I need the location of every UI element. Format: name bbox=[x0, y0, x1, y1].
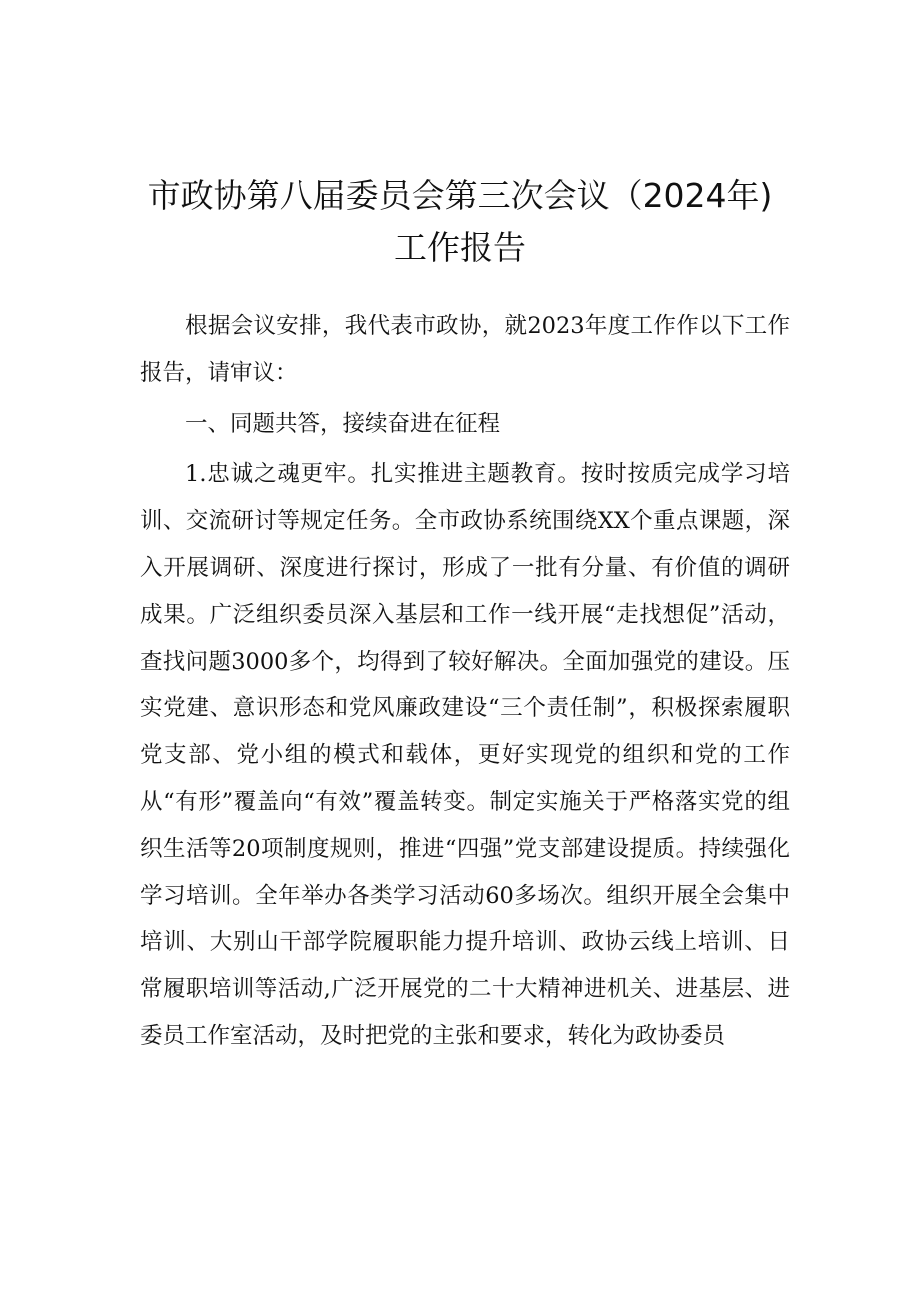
body-paragraph: 1.忠诚之魂更牢。扎实推进主题教育。按时按质完成学习培训、交流研讨等规定任务。全市政协系统围绕XX个重点课题，深入开展调研、深度进行探讨，形成了一批有分量、有价值的调研成果。广泛组织委员深入基层和工作一线开展“走找想促”活动，查找问题3000多个，均得到了较好解决。全面加强党的建设。压实党建、意识形态和党风廉政建设“三个责任制”，积极探索履职党支部、党小组的模式和载体，更好实现党的组织和党的工作从“有形”覆盖向“有效”覆盖转变。制定实施关于严格落实党的组织生活等20项制度规则，推进“四强”党支部建设提质。持续强化学习培训。全年举办各类学习活动60多场次。组织开展全会集中培训、大别山干部学院履职能力提升培训、政协云线上培训、日常履职培训等活动,广泛开展党的二十大精神进机关、进基层、进委员工作室活动，及时把党的主张和要求，转化为政协委员 bbox=[140, 461, 790, 1049]
document-title bbox=[100, 170, 820, 274]
title-line-1: 市政协第八届委员会第三次会议（2024年) bbox=[147, 176, 773, 215]
intro-paragraph: 根据会议安排，我代表市政协，就2023年度工作作以下工作报告，请审议： bbox=[140, 313, 790, 386]
title-line-2: 工作报告 bbox=[394, 228, 526, 267]
section-heading: 一、同题共答，接续奋进在征程 bbox=[185, 410, 501, 437]
document-body bbox=[140, 303, 790, 1060]
